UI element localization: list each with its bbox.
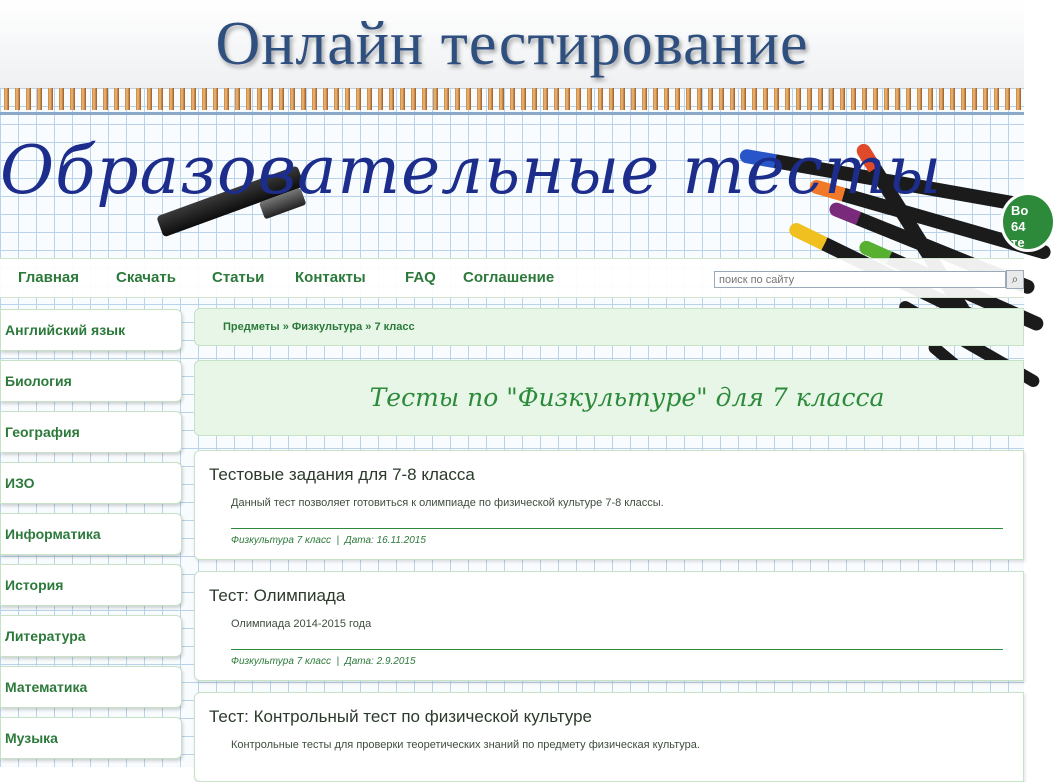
- nav-agreement-link[interactable]: Соглашение: [463, 269, 555, 286]
- nav-home-link[interactable]: Главная: [18, 269, 80, 286]
- page-heading: Тесты по "Физкультуре" для 7 класса: [194, 360, 1024, 436]
- divider: [231, 528, 1003, 529]
- nav-download-link[interactable]: Скачать: [116, 269, 176, 286]
- slide-title: Онлайн тестирование: [0, 0, 1024, 88]
- counter-badge: Во 64 те: [1000, 192, 1056, 252]
- test-description: Данный тест позволяет готовиться к олимпиаде по физической культуре 7-8 классы.: [231, 497, 664, 509]
- nav-articles-link[interactable]: Статьи: [212, 269, 265, 286]
- test-card: [194, 450, 1024, 560]
- test-card: [194, 571, 1024, 681]
- breadcrumb-separator: »: [365, 321, 375, 333]
- test-date-label: Дата:: [344, 656, 374, 667]
- sidebar-item-biology[interactable]: Биология: [0, 360, 182, 402]
- test-card: [194, 692, 1024, 782]
- sidebar-item-english[interactable]: Английский язык: [0, 309, 182, 351]
- breadcrumb-grade-link[interactable]: 7 класс: [374, 321, 415, 333]
- breadcrumb-pe-link[interactable]: Физкультура: [291, 321, 363, 333]
- divider: [231, 649, 1003, 650]
- test-description: Олимпиада 2014-2015 года: [231, 618, 372, 630]
- test-category-link[interactable]: Физкультура 7 класс: [231, 535, 331, 546]
- nav-contacts-link[interactable]: Контакты: [295, 269, 366, 286]
- search-button[interactable]: [1006, 270, 1024, 289]
- sidebar-item-geography[interactable]: География: [0, 411, 182, 453]
- sidebar-item-informatics[interactable]: Информатика: [0, 513, 182, 555]
- test-description: Контрольные тесты для проверки теоретических знаний по предмету физическая культура.: [231, 739, 700, 751]
- website-screenshot: [0, 88, 1029, 767]
- test-meta: Физкультура 7 класс | Дата: 16.11.2015: [231, 535, 426, 546]
- test-date-label: Дата:: [344, 535, 374, 546]
- breadcrumb: [194, 308, 1024, 346]
- test-category-link[interactable]: Физкультура 7 класс: [231, 656, 331, 667]
- search-icon: ⌕: [1011, 272, 1019, 286]
- breadcrumb-separator: »: [282, 321, 292, 333]
- test-title-link[interactable]: Тестовые задания для 7-8 класса: [209, 465, 475, 484]
- test-date: 2.9.2015: [376, 656, 416, 667]
- sidebar-item-math[interactable]: Математика: [0, 666, 182, 708]
- sidebar-item-art[interactable]: ИЗО: [0, 462, 182, 504]
- sidebar-item-literature[interactable]: Литература: [0, 615, 182, 657]
- sidebar-item-history[interactable]: История: [0, 564, 182, 606]
- breadcrumb-subjects-link[interactable]: Предметы: [223, 321, 280, 333]
- test-title-link[interactable]: Тест: Олимпиада: [209, 586, 346, 605]
- site-logo[interactable]: Образовательные тесты: [0, 132, 943, 209]
- test-date: 16.11.2015: [376, 535, 426, 546]
- main-nav: [0, 258, 1024, 298]
- notebook-edge: [0, 112, 1024, 115]
- test-title-link[interactable]: Тест: Контрольный тест по физической культуре: [209, 707, 593, 726]
- search-input[interactable]: [714, 271, 1006, 288]
- test-meta: Физкультура 7 класс | Дата: 2.9.2015: [231, 656, 416, 667]
- notebook-spiral: [0, 88, 1024, 110]
- nav-faq-link[interactable]: FAQ: [405, 269, 436, 286]
- sidebar-item-music[interactable]: Музыка: [0, 717, 182, 759]
